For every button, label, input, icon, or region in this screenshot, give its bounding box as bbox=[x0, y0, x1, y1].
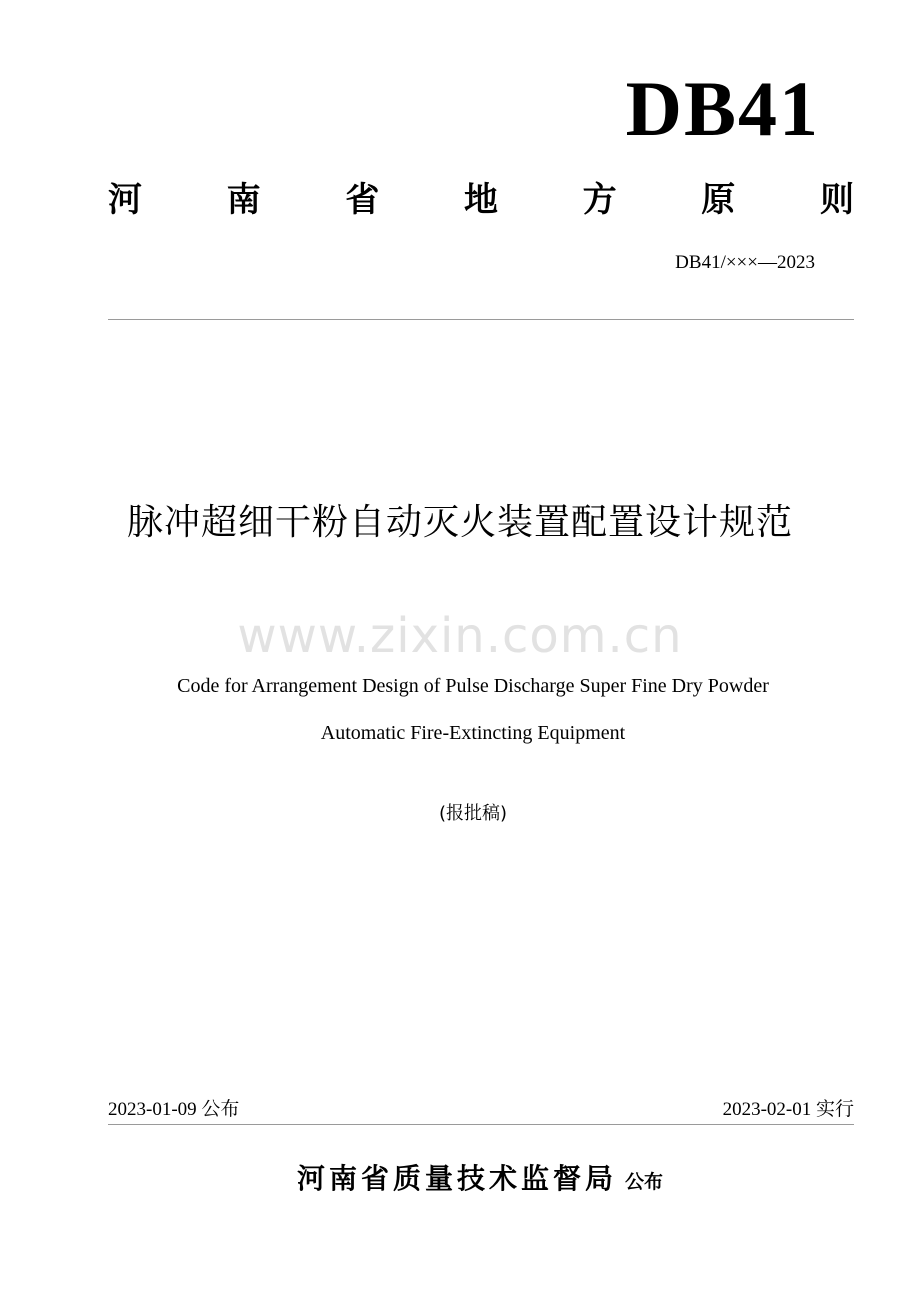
issue-date: 2023-01-09 公布 bbox=[108, 1099, 240, 1120]
implementation-date: 2023-02-01 实行 bbox=[722, 1099, 854, 1120]
standard-type-char: 南 bbox=[226, 180, 261, 220]
publisher-name: 河南省质量技术监督局 bbox=[296, 1162, 617, 1195]
standard-type-char: 河 bbox=[108, 180, 142, 220]
header-divider bbox=[108, 319, 854, 320]
standard-type-char: 方 bbox=[582, 180, 617, 220]
publisher-line bbox=[200, 1157, 760, 1205]
watermark: www.zixin.com.cn bbox=[237, 608, 683, 664]
footer-divider bbox=[108, 1124, 854, 1125]
document-title-english-line-2: Automatic Fire-Extincting Equipment bbox=[320, 722, 626, 744]
standard-type-char: 省 bbox=[345, 180, 380, 220]
standard-code: DB41 bbox=[625, 65, 820, 152]
standard-type-char: 则 bbox=[819, 180, 854, 220]
standard-type-heading bbox=[108, 178, 854, 222]
standard-number: DB41/×××—2023 bbox=[675, 252, 815, 273]
publish-label: 公布 bbox=[625, 1171, 664, 1193]
document-title-english-line-1: Code for Arrangement Design of Pulse Discharge Super Fine Dry Powder bbox=[177, 675, 769, 697]
document-title-chinese: 脉冲超细干粉自动灭火装置配置设计规范 bbox=[126, 502, 793, 543]
standard-type-char: 原 bbox=[701, 180, 736, 220]
standard-type-char: 地 bbox=[463, 180, 498, 220]
draft-status-label: (报批稿) bbox=[438, 803, 508, 824]
